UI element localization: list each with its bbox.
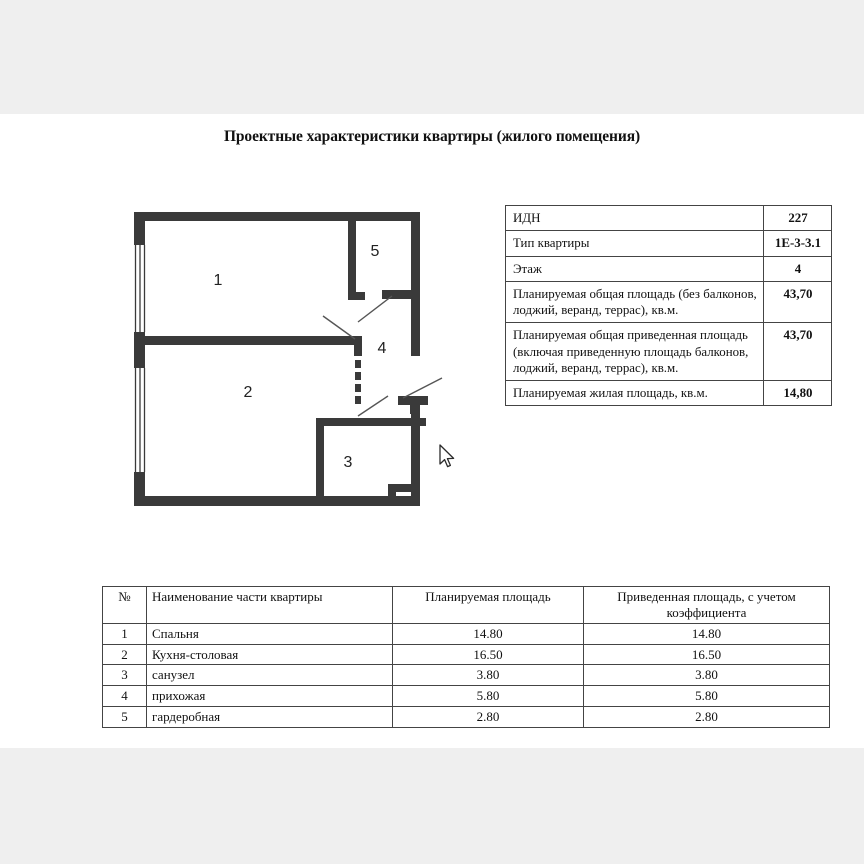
table-row (103, 665, 830, 686)
apartment-spec-table (505, 205, 832, 406)
part-name: гардеробная (147, 707, 393, 728)
spec-label-total-area: Планируемая общая площадь (без балконов, лоджий, веранд, террас), кв.м. (506, 281, 764, 323)
bottom-background-band (0, 748, 864, 864)
spec-value-total-area: 43,70 (764, 281, 832, 323)
parts-table-header-row (103, 587, 830, 624)
spec-row-idn (506, 206, 832, 231)
part-no: 1 (103, 623, 147, 644)
part-planned: 16.50 (393, 644, 584, 665)
spec-value-reduced-area: 43,70 (764, 323, 832, 381)
table-row (103, 644, 830, 665)
room-number-2: 2 (243, 384, 253, 401)
spec-value-type: 1Е-3-3.1 (764, 231, 832, 256)
part-no: 3 (103, 665, 147, 686)
table-row (103, 686, 830, 707)
parts-header-coefficient: Приведенная площадь, с учетом коэффициента (584, 587, 830, 624)
room-number-3: 3 (343, 454, 353, 471)
part-coefficient: 3.80 (584, 665, 830, 686)
apartment-parts-table (102, 586, 830, 728)
table-row (103, 707, 830, 728)
part-name: Спальня (147, 623, 393, 644)
table-row (103, 623, 830, 644)
spec-row-floor (506, 256, 832, 281)
parts-header-planned: Планируемая площадь (393, 587, 584, 624)
spec-row-living-area (506, 381, 832, 406)
part-coefficient: 14.80 (584, 623, 830, 644)
part-name: прихожая (147, 686, 393, 707)
spec-label-idn: ИДН (506, 206, 764, 231)
part-name: санузел (147, 665, 393, 686)
floorplan-room-numbers (214, 243, 387, 471)
spec-label-floor: Этаж (506, 256, 764, 281)
part-coefficient: 16.50 (584, 644, 830, 665)
spec-value-idn: 227 (764, 206, 832, 231)
page-title: Проектные характеристики квартиры (жилого помещения) (223, 128, 641, 145)
top-background-band (0, 0, 864, 114)
part-no: 2 (103, 644, 147, 665)
room-number-5: 5 (370, 243, 380, 260)
spec-row-total-area (506, 281, 832, 323)
part-coefficient: 2.80 (584, 707, 830, 728)
spec-row-reduced-area (506, 323, 832, 381)
spec-value-living-area: 14,80 (764, 381, 832, 406)
part-no: 4 (103, 686, 147, 707)
floor-plan-drawing (120, 200, 470, 540)
part-planned: 14.80 (393, 623, 584, 644)
spec-label-living-area: Планируемая жилая площадь, кв.м. (506, 381, 764, 406)
spec-label-reduced-area: Планируемая общая приведенная площадь (включая приведенную площадь балконов, лоджий, веранд, террас), кв.м. (506, 323, 764, 381)
spec-row-type (506, 231, 832, 256)
part-planned: 2.80 (393, 707, 584, 728)
parts-header-name: Наименование части квартиры (147, 587, 393, 624)
spec-value-floor: 4 (764, 256, 832, 281)
part-no: 5 (103, 707, 147, 728)
window-glazing-lower (136, 368, 145, 472)
part-name: Кухня-столовая (147, 644, 393, 665)
spec-label-type: Тип квартиры (506, 231, 764, 256)
window-glazing-upper (136, 245, 145, 332)
floorplan-interior-walls (145, 221, 428, 506)
room-number-4: 4 (377, 340, 387, 357)
part-coefficient: 5.80 (584, 686, 830, 707)
part-planned: 5.80 (393, 686, 584, 707)
part-planned: 3.80 (393, 665, 584, 686)
room-number-1: 1 (213, 272, 223, 289)
parts-header-no: № (103, 587, 147, 624)
